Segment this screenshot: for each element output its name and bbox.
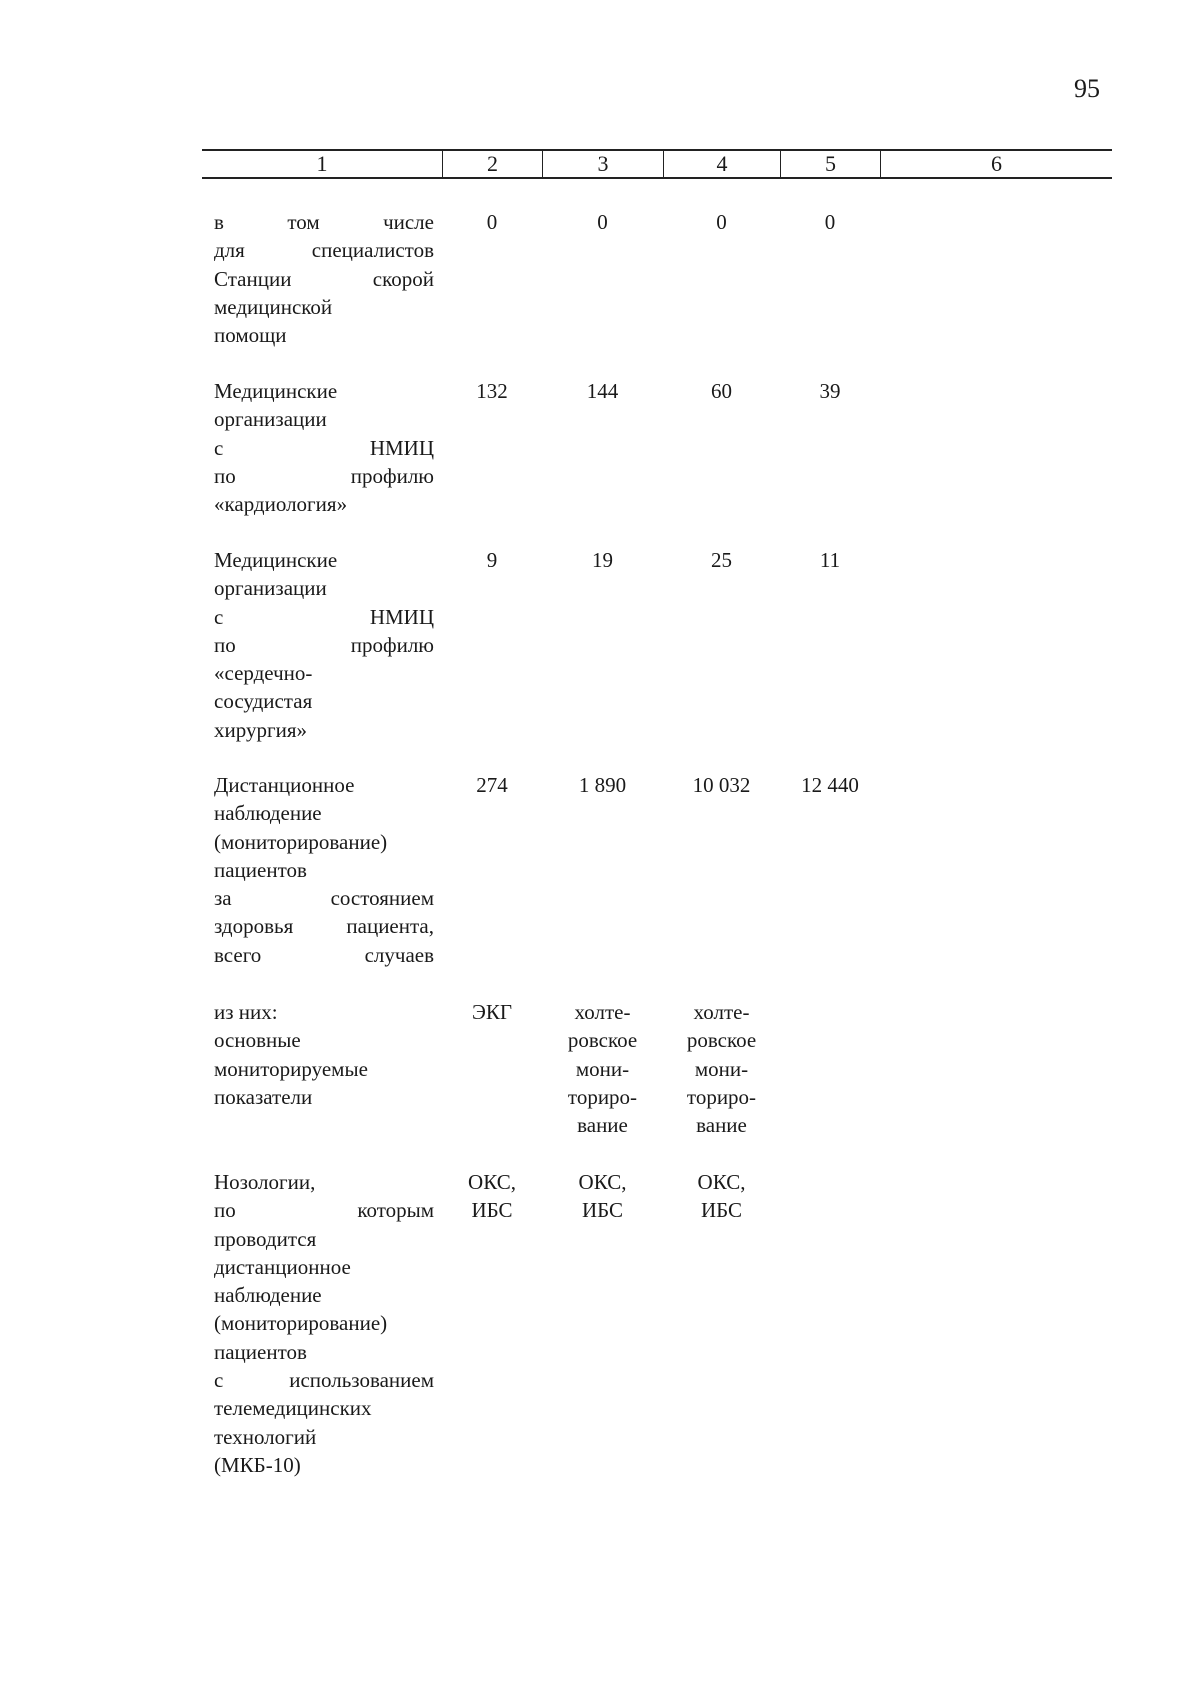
value-line: ИБС — [581, 1198, 624, 1223]
label-word: Медицинские — [214, 548, 338, 572]
value-cell-col-5 — [780, 377, 880, 518]
label-word: проводится — [214, 1226, 317, 1251]
label-word: за — [214, 886, 232, 911]
value-line: ОКС, — [468, 1170, 516, 1194]
label-word: (мониторирование) — [214, 1311, 388, 1336]
value-cell-col-2 — [442, 1168, 542, 1479]
label-word: с — [214, 1368, 224, 1393]
value-line: 0 — [716, 210, 727, 234]
value-line: ровское — [686, 1028, 757, 1053]
label-line — [214, 1423, 434, 1451]
value-cell-col-6 — [880, 377, 1112, 518]
label-line — [214, 321, 434, 349]
row-label — [202, 1168, 442, 1479]
label-line — [214, 884, 434, 912]
value-cell-col-2 — [442, 546, 542, 744]
value-line: вание — [696, 1113, 747, 1138]
value-cell-col-2 — [442, 208, 542, 349]
label-word: (мониторирование) — [214, 829, 388, 854]
value-cell-col-6 — [880, 998, 1112, 1139]
label-line — [214, 1225, 434, 1253]
label-word: для — [214, 238, 245, 263]
label-word: по — [214, 1198, 236, 1223]
label-word: НМИЦ — [369, 604, 434, 629]
value-cell-col-4 — [663, 998, 780, 1139]
label-line — [214, 771, 434, 799]
value-line: ториро- — [686, 1084, 757, 1109]
label-line — [214, 631, 434, 659]
value-cell-col-5 — [780, 1168, 880, 1479]
value-cell-col-2 — [442, 998, 542, 1139]
value-line: ИБС — [700, 1198, 743, 1223]
label-line — [214, 1168, 434, 1196]
label-line — [214, 1338, 434, 1366]
label-word: (МКБ-10) — [214, 1452, 301, 1477]
label-line — [214, 1026, 434, 1054]
table-row — [202, 771, 1112, 969]
value-cell-col-3 — [542, 1168, 663, 1479]
label-line — [214, 1394, 434, 1422]
table-row — [202, 998, 1112, 1139]
label-word: числе — [383, 210, 434, 234]
value-line: вание — [577, 1113, 628, 1138]
table-header — [202, 149, 1112, 179]
value-cell-col-6 — [880, 546, 1112, 744]
label-word: по — [214, 463, 236, 488]
value-line: 0 — [824, 210, 836, 234]
label-line — [214, 1309, 434, 1337]
table-row — [202, 1168, 1112, 1479]
label-word: здоровья — [214, 914, 294, 939]
value-cell-col-4 — [663, 208, 780, 349]
row-label — [202, 208, 442, 349]
label-line — [214, 265, 434, 293]
label-word: основные — [214, 1028, 301, 1053]
label-line — [214, 574, 434, 602]
label-word: Станции — [214, 266, 292, 291]
label-line — [214, 998, 434, 1026]
label-line — [214, 799, 434, 827]
label-word: технологий — [214, 1424, 317, 1449]
label-word: специалистов — [311, 238, 434, 263]
label-line — [214, 293, 434, 321]
column-header-4: 4 — [663, 151, 780, 177]
label-word: хирургия» — [214, 717, 307, 742]
label-word: профилю — [350, 632, 434, 657]
value-line: 12 440 — [801, 773, 859, 797]
label-word: в — [214, 210, 224, 234]
value-line: 39 — [819, 379, 841, 403]
value-line: ОКС, — [578, 1170, 627, 1194]
label-word: организации — [214, 407, 327, 432]
column-header-3: 3 — [542, 151, 663, 177]
value-line: 144 — [586, 379, 619, 403]
label-line — [214, 912, 434, 940]
value-line: 0 — [486, 210, 498, 234]
value-cell-col-3 — [542, 208, 663, 349]
label-word: мониторируемые — [214, 1056, 368, 1081]
value-cell-col-4 — [663, 771, 780, 969]
label-line — [214, 462, 434, 490]
label-word: с — [214, 604, 224, 629]
value-line: холте- — [693, 1000, 750, 1024]
label-word: всего — [214, 942, 262, 967]
label-word: профилю — [350, 463, 434, 488]
value-cell-col-3 — [542, 377, 663, 518]
value-line: мони- — [694, 1056, 749, 1081]
label-word: дистанционное — [214, 1254, 351, 1279]
label-word: показатели — [214, 1084, 313, 1109]
label-word: использованием — [289, 1368, 434, 1393]
label-word: пациента, — [346, 914, 434, 939]
value-cell-col-5 — [780, 208, 880, 349]
table-row — [202, 546, 1112, 744]
value-cell-col-4 — [663, 546, 780, 744]
column-header-1: 1 — [316, 151, 328, 176]
value-cell-col-5 — [780, 998, 880, 1139]
label-line — [214, 716, 434, 744]
label-word: пациентов — [214, 857, 307, 882]
table-row — [202, 208, 1112, 349]
label-line — [214, 1451, 434, 1479]
label-word: наблюдение — [214, 801, 322, 826]
value-line: 1 890 — [578, 773, 627, 797]
value-line: 60 — [711, 379, 732, 403]
label-line — [214, 1281, 434, 1309]
label-word: том — [287, 210, 320, 234]
value-cell-col-3 — [542, 546, 663, 744]
value-line: ИБС — [471, 1198, 513, 1223]
label-word: из них: — [214, 1000, 278, 1024]
label-line — [214, 828, 434, 856]
value-line: 19 — [592, 548, 613, 572]
label-word: медицинской — [214, 294, 333, 319]
label-line — [214, 208, 434, 236]
column-header-6: 6 — [880, 151, 1112, 177]
label-line — [214, 941, 434, 969]
value-line: 10 032 — [692, 773, 751, 797]
label-line — [214, 856, 434, 884]
label-word: Нозологии, — [214, 1170, 316, 1194]
label-word: пациентов — [214, 1339, 307, 1364]
value-cell-col-6 — [880, 208, 1112, 349]
value-cell-col-3 — [542, 998, 663, 1139]
label-line — [214, 546, 434, 574]
value-cell-col-6 — [880, 1168, 1112, 1479]
value-cell-col-3 — [542, 771, 663, 969]
label-line — [214, 1055, 434, 1083]
column-header-2: 2 — [442, 151, 542, 177]
label-line — [214, 603, 434, 631]
label-line — [214, 377, 434, 405]
value-line: ровское — [567, 1028, 638, 1053]
value-line: 0 — [597, 210, 608, 234]
value-line: 132 — [476, 379, 508, 403]
row-label — [202, 771, 442, 969]
label-line — [214, 236, 434, 264]
label-line — [214, 1196, 434, 1224]
table-row — [202, 377, 1112, 518]
value-cell-col-5 — [780, 546, 880, 744]
row-label — [202, 546, 442, 744]
label-word: помощи — [214, 323, 287, 348]
value-cell-col-2 — [442, 377, 542, 518]
label-word: которым — [357, 1198, 434, 1223]
row-label — [202, 377, 442, 518]
label-word: с — [214, 435, 224, 460]
row-label — [202, 998, 442, 1139]
label-line — [214, 659, 434, 687]
label-word: Дистанционное — [214, 773, 355, 797]
value-line: ториро- — [567, 1084, 638, 1109]
value-line: холте- — [574, 1000, 631, 1024]
value-cell-col-6 — [880, 771, 1112, 969]
value-line: ОКС, — [697, 1170, 746, 1194]
label-word: «сердечно- — [214, 661, 313, 686]
value-line: ЭКГ — [471, 1000, 512, 1024]
label-word: по — [214, 632, 236, 657]
label-word: случаев — [364, 942, 434, 967]
label-word: наблюдение — [214, 1283, 322, 1308]
label-word: сосудистая — [214, 689, 313, 714]
label-line — [214, 1366, 434, 1394]
value-line: 25 — [711, 548, 732, 572]
value-cell-col-2 — [442, 771, 542, 969]
label-line — [214, 687, 434, 715]
label-line — [214, 405, 434, 433]
value-line: 9 — [486, 548, 498, 572]
value-cell-col-4 — [663, 377, 780, 518]
value-cell-col-5 — [780, 771, 880, 969]
value-line: 11 — [819, 548, 841, 572]
label-word: скорой — [372, 266, 434, 291]
label-word: организации — [214, 576, 327, 601]
label-word: Медицинские — [214, 379, 338, 403]
column-header-5: 5 — [780, 151, 880, 177]
label-line — [214, 434, 434, 462]
label-line — [214, 1253, 434, 1281]
label-line — [214, 490, 434, 518]
value-line: 274 — [476, 773, 508, 797]
value-line: мони- — [575, 1056, 630, 1081]
value-cell-col-4 — [663, 1168, 780, 1479]
label-word: НМИЦ — [369, 435, 434, 460]
label-line — [214, 1083, 434, 1111]
label-word: телемедицинских — [214, 1396, 372, 1421]
page-number: 95 — [1074, 74, 1100, 103]
label-word: «кардиология» — [214, 492, 348, 517]
label-word: состоянием — [330, 886, 434, 911]
